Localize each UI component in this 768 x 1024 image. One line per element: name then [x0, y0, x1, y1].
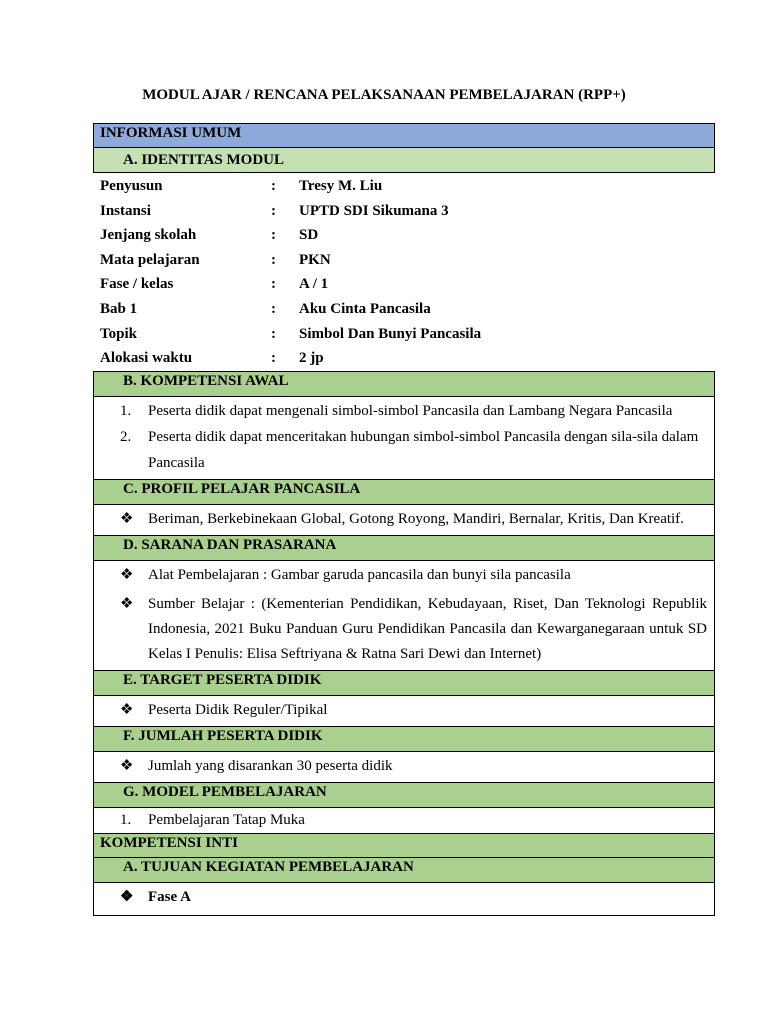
- list-item: [94, 507, 714, 532]
- identitas-row: [93, 272, 715, 297]
- diamond-bullet-icon: ❖: [120, 757, 134, 774]
- module-table: [93, 123, 715, 916]
- row-key: Topik: [100, 325, 137, 342]
- list-text: Fase A: [148, 888, 191, 905]
- identitas-row: [93, 174, 715, 199]
- target-content: [93, 695, 715, 727]
- list-text: Sumber Belajar : (Kementerian Pendidikan, Kebudayaan, Riset, Dan Teknologi Republik Indonesia, 2021 Buku Panduan Guru Pendidikan Pancasila dan Kewarganegaraan untuk SD Kelas I Penulis: Elisa Seftriyana & Ratna Sari Dewi dan Internet): [148, 595, 707, 662]
- row-colon: :: [271, 227, 276, 244]
- row-key: Bab 1: [100, 300, 138, 317]
- kompetensi-awal-content: [93, 396, 715, 480]
- row-key: Mata pelajaran: [100, 251, 200, 268]
- model-content: [93, 807, 715, 834]
- section-identitas-modul: [93, 147, 715, 173]
- identitas-row: [93, 297, 715, 322]
- section-tujuan: [93, 857, 715, 883]
- row-value: Simbol Dan Bunyi Pancasila: [299, 325, 482, 342]
- row-value: A / 1: [299, 276, 329, 293]
- jumlah-content: [93, 751, 715, 783]
- diamond-bullet-icon: ❖: [120, 566, 134, 583]
- row-value: 2 jp: [299, 350, 324, 367]
- row-colon: :: [271, 325, 276, 342]
- list-item: [94, 698, 714, 723]
- model-heading: G. MODEL PEMBELAJARAN: [123, 783, 327, 800]
- target-heading: E. TARGET PESERTA DIDIK: [123, 671, 322, 688]
- list-item: [94, 592, 714, 667]
- row-colon: :: [271, 300, 276, 317]
- row-key: Instansi: [100, 202, 151, 219]
- list-item: [94, 808, 714, 833]
- section-kompetensi-inti: KOMPETENSI INTI: [93, 833, 715, 858]
- list-text: Alat Pembelajaran : Gambar garuda pancasila dan bunyi sila pancasila: [148, 566, 571, 583]
- diamond-bullet-icon: ❖: [120, 701, 134, 718]
- list-number: 2.: [120, 428, 132, 445]
- list-text: Jumlah yang disarankan 30 peserta didik: [148, 757, 393, 774]
- row-colon: :: [271, 251, 276, 268]
- list-item: [94, 563, 714, 588]
- row-colon: :: [271, 276, 276, 293]
- sarana-heading: D. SARANA DAN PRASARANA: [123, 536, 337, 553]
- row-value: SD: [299, 227, 319, 244]
- list-number: 1.: [120, 402, 132, 419]
- list-item: [94, 754, 714, 779]
- row-value: Tresy M. Liu: [299, 178, 383, 194]
- list-text: Peserta didik dapat menceritakan hubungan simbol-simbol Pancasila dengan sila-sila dalam Pancasila: [148, 428, 699, 471]
- profil-heading: C. PROFIL PELAJAR PANCASILA: [123, 480, 361, 497]
- list-number: 1.: [120, 811, 132, 828]
- tujuan-content: [93, 882, 715, 916]
- list-text: Peserta Didik Reguler/Tipikal: [148, 701, 328, 718]
- section-model: [93, 782, 715, 808]
- row-key: Penyusun: [100, 178, 163, 194]
- identitas-row: [93, 223, 715, 248]
- profil-content: [93, 504, 715, 536]
- row-colon: :: [271, 202, 276, 219]
- list-item: [94, 424, 714, 476]
- identitas-row: [93, 346, 715, 371]
- identitas-row: [93, 322, 715, 347]
- diamond-bullet-icon: ❖: [120, 888, 134, 905]
- tujuan-heading: A. TUJUAN KEGIATAN PEMBELAJARAN: [123, 858, 414, 875]
- diamond-bullet-icon: ❖: [120, 510, 134, 527]
- list-item: [94, 399, 714, 424]
- document-title: MODUL AJAR / RENCANA PELAKSANAAN PEMBELAJARAN (RPP+): [142, 87, 626, 103]
- section-profil-pelajar: [93, 479, 715, 505]
- section-informasi-umum: INFORMASI UMUM: [93, 123, 715, 148]
- section-target: [93, 670, 715, 696]
- list-item: [94, 885, 714, 910]
- row-key: Alokasi waktu: [100, 350, 193, 367]
- identitas-row: [93, 248, 715, 273]
- diamond-bullet-icon: ❖: [120, 595, 134, 612]
- list-text: Beriman, Berkebinekaan Global, Gotong Royong, Mandiri, Bernalar, Kritis, Dan Kreatif.: [148, 510, 684, 527]
- row-colon: :: [271, 178, 276, 194]
- kompetensi-awal-heading: B. KOMPETENSI AWAL: [123, 372, 289, 389]
- sarana-content: [93, 560, 715, 671]
- row-colon: :: [271, 350, 276, 367]
- jumlah-heading: F. JUMLAH PESERTA DIDIK: [123, 727, 323, 744]
- section-kompetensi-awal: [93, 371, 715, 397]
- identitas-row: [93, 199, 715, 224]
- row-value: UPTD SDI Sikumana 3: [299, 202, 449, 219]
- section-sarana: [93, 535, 715, 561]
- row-value: PKN: [299, 251, 331, 268]
- row-key: Jenjang skolah: [100, 227, 197, 244]
- list-text: Pembelajaran Tatap Muka: [148, 811, 305, 828]
- section-jumlah: [93, 726, 715, 752]
- row-value: Aku Cinta Pancasila: [299, 300, 431, 317]
- identitas-rows: [93, 173, 715, 371]
- identitas-heading: A. IDENTITAS MODUL: [123, 152, 284, 168]
- list-text: Peserta didik dapat mengenali simbol-simbol Pancasila dan Lambang Negara Pancasila: [148, 402, 673, 419]
- row-key: Fase / kelas: [100, 276, 174, 293]
